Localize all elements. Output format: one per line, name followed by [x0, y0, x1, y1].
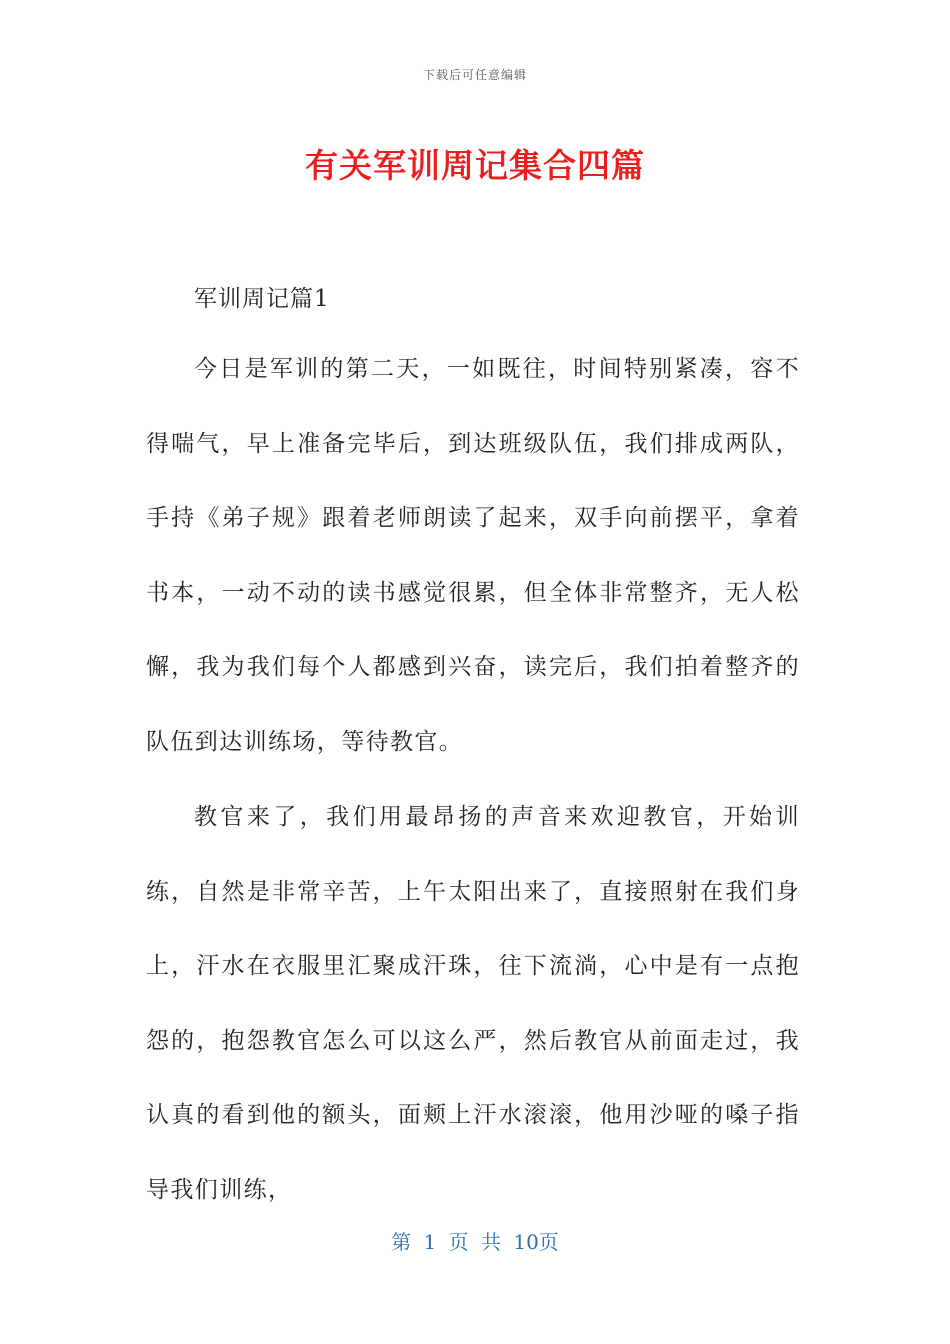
header-note: 下载后可任意编辑 [422, 68, 527, 82]
paragraph: 今日是军训的第二天，一如既往，时间特别紧凑，容不得喘气，早上准备完毕后，到达班级队伍，我们排成两队，手持《弟子规》跟着老师朗读了起来，双手向前摆平，拿着书本，一动不动的读书感觉很累，但全体非常整齐，无人松懈，我为我们每个人都感到兴奋，读完后，我们拍着整齐的队伍到达训练场，等待教官。 [146, 356, 800, 755]
page-indicator: 第 1 页 共 10页 [391, 1230, 559, 1254]
paragraph: 教官来了，我们用最昂扬的声音来欢迎教官，开始训练，自然是非常辛苦，上午太阳出来了，直接照射在我们身上，汗水在衣服里汇聚成汗珠，往下流淌，心中是有一点抱怨的，抱怨教官怎么可以这么严，然后教官从前面走过，我认真的看到他的额头，面颊上汗水滚滚，他用沙哑的嗓子指导我们训练， [146, 804, 800, 1203]
document-title: 有关军训周记集合四篇 [305, 146, 645, 185]
section-heading: 军训周记篇1 [194, 286, 330, 312]
